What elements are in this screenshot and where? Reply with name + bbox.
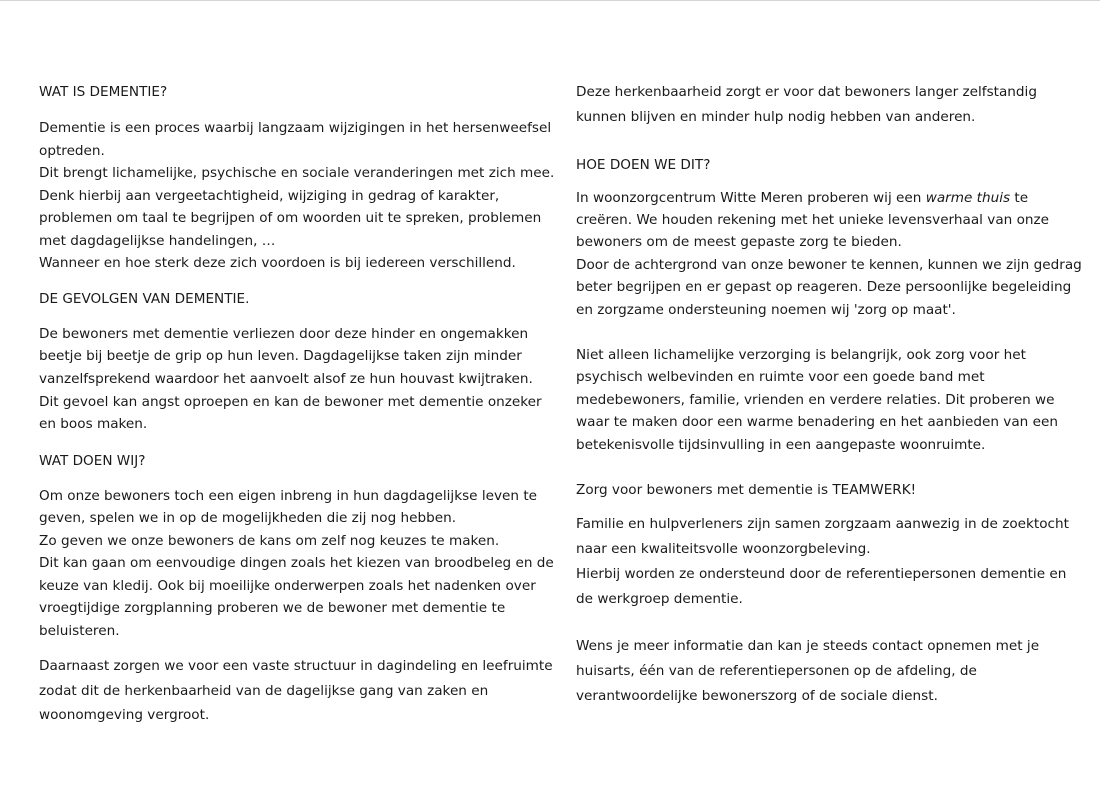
text-segment: te xyxy=(1010,190,1029,206)
text-segment: In woonzorgcentrum Witte Meren proberen wij een xyxy=(576,190,926,206)
text-line: Dementie is een proces waarbij langzaam wijzigingen in het hersenweefsel xyxy=(39,120,552,136)
text-line: waar te maken door een warme benadering en het aanbieden van een xyxy=(576,414,1058,430)
text-line: Dit kan gaan om eenvoudige dingen zoals het kiezen van broodbeleg en de xyxy=(39,555,554,571)
heading-gevolgen-van-dementie: DE GEVOLGEN VAN DEMENTIE. xyxy=(39,291,250,307)
text-line: woonomgeving vergroot. xyxy=(39,707,210,723)
text-line: geven, spelen we in op de mogelijkheden die zij nog hebben. xyxy=(39,510,457,526)
heading-wat-is-dementie: WAT IS DEMENTIE? xyxy=(39,84,168,100)
teamwork-statement: Zorg voor bewoners met dementie is TEAMWERK! xyxy=(576,482,917,498)
text-line: Zo geven we onze bewoners de kans om zelf nog keuzes te maken. xyxy=(39,533,500,549)
italic-text-warme-thuis: warme thuis xyxy=(925,190,1011,206)
text-line: Denk hierbij aan vergeetachtigheid, wijziging in gedrag of karakter, xyxy=(39,188,500,204)
text-line: zodat dit de herkenbaarheid van de dagelijkse gang van zaken en xyxy=(39,683,489,699)
text-line: Om onze bewoners toch een eigen inbreng in hun dagdagelijkse leven te xyxy=(39,488,538,504)
text-line: Daarnaast zorgen we voor een vaste structuur in dagindeling en leefruimte xyxy=(39,658,553,674)
text-line: optreden. xyxy=(39,143,105,159)
text-line: beluisteren. xyxy=(39,623,120,639)
text-line: creëren. We houden rekening met het unieke levensverhaal van onze xyxy=(576,212,1050,228)
text-line: huisarts, één van de referentiepersonen op de afdeling, de xyxy=(576,663,977,679)
text-line: Door de achtergrond van onze bewoner te kennen, kunnen we zijn gedrag xyxy=(576,257,1082,273)
text-line: en zorgzame ondersteuning noemen wij 'zorg op maat'. xyxy=(576,302,956,318)
heading-wat-doen-wij: WAT DOEN WIJ? xyxy=(39,453,146,469)
text-line: betekenisvolle tijdsinvulling in een aangepaste woonruimte. xyxy=(576,437,986,453)
text-line: en boos maken. xyxy=(39,416,148,432)
text-line: met dagdagelijkse handelingen, … xyxy=(39,233,276,249)
text-line: Dit gevoel kan angst oproepen en kan de bewoner met dementie onzeker xyxy=(39,394,542,410)
text-line: kunnen blijven en minder hulp nodig hebben van anderen. xyxy=(576,109,976,125)
text-line: medebewoners, familie, vrienden en verdere relaties. Dit proberen we xyxy=(576,392,1055,408)
text-line: problemen om taal te begrijpen of om woorden uit te spreken, problemen xyxy=(39,210,542,226)
heading-hoe-doen-we-dit: HOE DOEN WE DIT? xyxy=(576,157,711,173)
text-line: Dit brengt lichamelijke, psychische en sociale veranderingen met zich mee. xyxy=(39,165,555,181)
text-line: Familie en hulpverleners zijn samen zorgzaam aanwezig in de zoektocht xyxy=(576,516,1069,532)
text-line xyxy=(576,192,1028,206)
text-line: beter begrijpen en er gepast op reageren. Deze persoonlijke begeleiding xyxy=(576,279,1072,295)
text-line: vanzelfsprekend waardoor het aanvoelt alsof ze hun houvast kwijtraken. xyxy=(39,371,533,387)
text-line: verantwoordelijke bewonerszorg of de sociale dienst. xyxy=(576,688,938,704)
text-line: vroegtijdige zorgplanning proberen we de bewoner met dementie te xyxy=(39,600,506,616)
text-line: bewoners om de meest gepaste zorg te bieden. xyxy=(576,234,902,250)
text-line: Hierbij worden ze ondersteund door de referentiepersonen dementie en xyxy=(576,566,1067,582)
text-line: naar een kwaliteitsvolle woonzorgbeleving. xyxy=(576,541,871,557)
page-top-border xyxy=(0,0,1100,1)
text-line: Wanneer en hoe sterk deze zich voordoen is bij iedereen verschillend. xyxy=(39,255,516,271)
text-line: beetje bij beetje de grip op hun leven. Dagdagelijkse taken zijn minder xyxy=(39,348,522,364)
text-line: Deze herkenbaarheid zorgt er voor dat bewoners langer zelfstandig xyxy=(576,84,1037,100)
text-line: psychisch welbevinden en ruimte voor een goede band met xyxy=(576,369,985,385)
text-line: Wens je meer informatie dan kan je steeds contact opnemen met je xyxy=(576,638,1040,654)
text-line: De bewoners met dementie verliezen door deze hinder en ongemakken xyxy=(39,326,529,342)
text-line: de werkgroep dementie. xyxy=(576,591,743,607)
text-line: keuze van kledij. Ook bij moeilijke onderwerpen zoals het nadenken over xyxy=(39,578,536,594)
text-line: Niet alleen lichamelijke verzorging is belangrijk, ook zorg voor het xyxy=(576,347,1026,363)
